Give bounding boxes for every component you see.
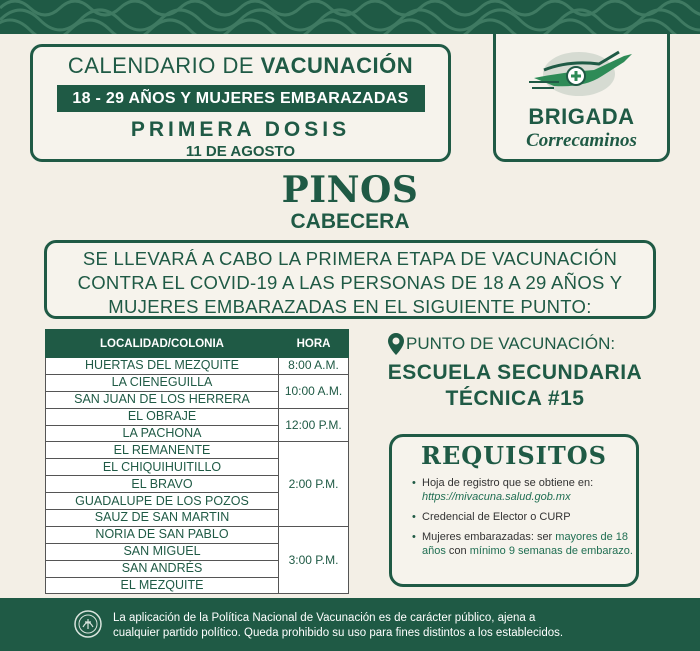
time-cell: 10:00 A.M. xyxy=(279,374,349,408)
notice-line: MUJERES EMBARAZADAS EN EL SIGUIENTE PUNTO: xyxy=(108,296,592,317)
calendar-header-box xyxy=(30,44,451,162)
requirements-title: REQUISITOS xyxy=(421,441,607,470)
point-label-text: PUNTO DE VACUNACIÓN: xyxy=(406,334,616,353)
location-pin-icon xyxy=(388,333,404,355)
locality-cell: EL BRAVO xyxy=(46,476,279,493)
list-item xyxy=(412,530,636,558)
requirement-highlight: mayores de 18 años xyxy=(422,531,629,557)
age-group-bar: 18 - 29 AÑOS Y MUJERES EMBARAZADAS xyxy=(57,85,425,112)
locality-cell: LA PACHONA xyxy=(46,425,279,442)
pattern-band-icon xyxy=(0,0,700,34)
dose-label: PRIMERA DOSIS xyxy=(130,118,351,141)
locality-cell: NORIA DE SAN PABLO xyxy=(46,526,279,543)
brigada-badge xyxy=(493,34,670,162)
locality-cell: HUERTAS DEL MEZQUITE xyxy=(46,358,279,375)
requirement-text: Mujeres embarazadas: ser xyxy=(422,531,556,543)
decorative-top-band xyxy=(0,0,700,34)
locality-cell: LA CIENEGUILLA xyxy=(46,374,279,391)
column-header-time: HORA xyxy=(279,330,349,358)
notice-box xyxy=(44,240,656,319)
footer-line: La aplicación de la Política Nacional de Vacunación es de carácter público, ajena a xyxy=(113,612,536,624)
footer-line: cualquier partido político. Queda prohibido su uso para fines distintos a los establecidos. xyxy=(113,627,564,639)
school-name xyxy=(360,360,670,412)
mexico-seal-icon xyxy=(74,610,102,638)
locality-cell: EL CHIQUIHUITILLO xyxy=(46,459,279,476)
calendar-title xyxy=(33,53,448,79)
roadrunner-logo-icon xyxy=(524,42,644,102)
requirements-box xyxy=(389,434,639,587)
calendar-title-bold: VACUNACIÓN xyxy=(260,53,414,78)
table-row xyxy=(46,442,349,459)
locality-cell: EL MEZQUITE xyxy=(46,577,279,594)
time-cell: 2:00 P.M. xyxy=(279,442,349,526)
table-row xyxy=(46,374,349,391)
requirement-text: Credencial de Elector o CURP xyxy=(422,511,571,523)
time-cell: 3:00 P.M. xyxy=(279,526,349,594)
vaccination-point-label xyxy=(388,333,615,355)
footer-text xyxy=(113,611,673,641)
locality-cell: EL OBRAJE xyxy=(46,408,279,425)
time-cell: 8:00 A.M. xyxy=(279,358,349,375)
locality-cell: EL REMANENTE xyxy=(46,442,279,459)
list-item xyxy=(412,476,636,504)
locality-cell: SAN ANDRÉS xyxy=(46,560,279,577)
requirement-text: con xyxy=(445,545,470,557)
registration-link[interactable]: https://mivacuna.salud.gob.mx xyxy=(422,491,571,503)
schedule-table xyxy=(45,329,349,594)
table-row xyxy=(46,408,349,425)
requirements-list xyxy=(412,476,636,558)
notice-line: SE LLEVARÁ A CABO LA PRIMERA ETAPA DE VACUNACIÓN xyxy=(82,248,618,269)
requirement-text: Hoja de registro que se obtiene en: xyxy=(422,477,594,489)
locality-cell: SAN MIGUEL xyxy=(46,543,279,560)
column-header-locality: LOCALIDAD/COLONIA xyxy=(46,330,279,358)
locality-cell: SAN JUAN DE LOS HERRERA xyxy=(46,391,279,408)
locality-cell: GUADALUPE DE LOS POZOS xyxy=(46,493,279,510)
municipality-title: PINOS xyxy=(281,169,419,211)
schedule-header-row xyxy=(46,330,349,358)
requirement-highlight: mínimo 9 semanas de embarazo. xyxy=(469,545,633,557)
locality-cell: SAUZ DE SAN MARTIN xyxy=(46,510,279,527)
footer-disclaimer xyxy=(0,598,700,651)
table-row xyxy=(46,358,349,375)
list-item xyxy=(412,510,636,524)
area-subtitle: CABECERA xyxy=(290,210,410,233)
date-label: 11 DE AGOSTO xyxy=(185,143,296,160)
table-row xyxy=(46,526,349,543)
calendar-title-prefix: CALENDARIO DE xyxy=(67,53,261,78)
notice-line: CONTRA EL COVID-19 A LAS PERSONAS DE 18 A 29 AÑOS Y xyxy=(77,272,623,293)
school-line: ESCUELA SECUNDARIA xyxy=(387,361,643,384)
school-line: TÉCNICA #15 xyxy=(445,387,585,410)
brigada-subtitle: Correcaminos xyxy=(526,130,637,151)
time-cell: 12:00 P.M. xyxy=(279,408,349,442)
brigada-name: BRIGADA xyxy=(528,104,635,129)
